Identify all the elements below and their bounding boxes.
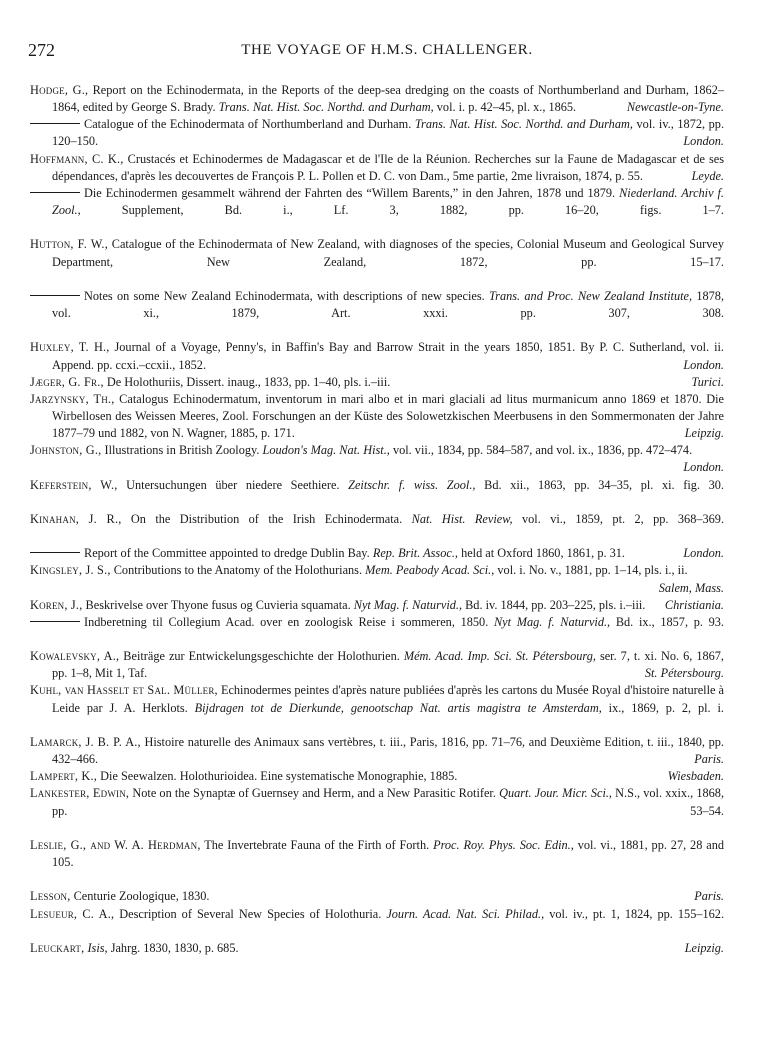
entry-journal: Mém. Acad. Imp. Sci. St. Pétersbourg, — [403, 649, 596, 664]
bibliography-entry — [30, 734, 724, 768]
bibliography-entry — [30, 477, 724, 511]
entry-details: ix., 1869, p. 2, pl. i. — [608, 700, 724, 715]
entry-text — [30, 391, 724, 442]
entry-author: Lesson, — [30, 889, 71, 904]
entry-details: Supplement, Bd. i., Lf. 3, 1882, pp. 16–20, figs. 1–7. — [121, 203, 725, 218]
entry-details: ser. 7, t. xi. No. 6, 1867, pp. 1–8, Mit 1, Taf. — [52, 649, 724, 681]
entry-title: Die Echinodermen gesammelt während der Fahrten des “Willem Barents,” in den Jahren, 1878 und 1879. — [84, 185, 616, 200]
entry-place: Leyde. — [691, 168, 724, 183]
entry-title: Report of the Committee appointed to dredge Dublin Bay. — [84, 546, 370, 561]
entry-place: Leipzig. — [684, 940, 724, 955]
entry-journal: Trans. Nat. Hist. Soc. Northd. and Durham, — [414, 117, 633, 132]
ditto-dash — [30, 552, 80, 553]
entry-title: Catalogue of the Echinodermata of Northumberland and Durham. — [84, 117, 412, 132]
entry-place: Leipzig. — [684, 426, 724, 441]
bibliography-entry — [30, 511, 724, 545]
bibliography-entry — [30, 614, 724, 648]
entry-author: Leuckart, — [30, 940, 85, 955]
entry-journal: Loudon's Mag. Nat. Hist., — [262, 443, 390, 458]
entry-place: Newcastle-on-Tyne. — [626, 100, 724, 115]
entry-text — [30, 545, 724, 562]
entry-title: Catalogus Echinodermatum, inventorum in mari albo et in mari glaciali ad litus murmanicum anno 1869 et 1870. Die Wirbellosen des Weissen Meeres, Zool. Forschungen an der Küste des Solowetzkischen Meerbusens in den Sommermonaten der Jahre 1877–79 und 1882, von N. Wagner, 1885, p. 171. — [52, 391, 724, 441]
entry-details: Bd. iv. 1844, pp. 203–225, pls. i.–iii. — [465, 597, 646, 612]
entry-details: vol. vi., 1859, pt. 2, pp. 368–369. — [522, 511, 725, 526]
entry-text — [30, 906, 724, 940]
bibliography-list — [30, 82, 724, 957]
entry-title: Contributions to the Anatomy of the Holothurians. — [113, 563, 363, 578]
page-number: 272 — [28, 40, 55, 60]
ditto-dash — [30, 192, 80, 193]
entry-title: Report on the Echinodermata, in the Reports of the deep-sea dredging on the coasts of Northumberland and Durham, 1862–1864, edited by George S. Brady. — [52, 83, 724, 115]
entry-journal: Niederland. Archiv f. Zool., — [52, 185, 724, 218]
entry-title: Crustacés et Echinodermes de Madagascar et de l'Ile de la Réunion. Recherches sur la Faune de Madagascar et de ses dépendances, d'après les decouvertes de François P. L. Pollen et D. C. von Dam., 5me partie, 2me livraison, 1874, p. 55. — [52, 151, 725, 183]
entry-title: Illustrations in British Zoology. — [104, 443, 260, 458]
bibliography-entry — [30, 442, 724, 476]
entry-text — [30, 648, 724, 682]
entry-author: Lankester, Edwin, — [30, 786, 130, 801]
entry-author: Kinahan, J. R., — [30, 511, 122, 526]
entry-title: De Holothuriis, Dissert. inaug., 1833, pp. 1–40, pls. i.–iii. — [106, 374, 391, 389]
entry-place: Christiania. — [664, 597, 724, 612]
ditto-dash — [30, 295, 80, 296]
ditto-dash — [30, 123, 80, 124]
entry-journal: Nyt Mag. f. Naturvid., — [353, 597, 463, 612]
bibliography-entry — [30, 545, 724, 562]
entry-text — [30, 236, 724, 287]
entry-text — [30, 614, 724, 648]
entry-details: vol. i. p. 42–45, pl. x., 1865. — [436, 100, 577, 115]
entry-text — [30, 185, 724, 236]
bibliography-entry — [30, 82, 724, 116]
page-header — [28, 40, 746, 62]
entry-title: Indberetning til Collegium Acad. over en zoologisk Reise i sommeren, 1850. — [84, 614, 489, 629]
entry-text — [30, 82, 724, 116]
entry-title: Beskrivelse over Thyone fusus og Cuvieria squamata. — [85, 597, 351, 612]
bibliography-entry — [30, 185, 724, 236]
ditto-dash — [30, 621, 80, 622]
entry-details: Bd. ix., 1857, p. 93. — [615, 614, 725, 629]
entry-author: Kuhl, van Hasselt et Sal. Müller, — [30, 683, 218, 698]
entry-author: Keferstein, W., — [30, 477, 118, 492]
entry-journal: Trans. Nat. Hist. Soc. Northd. and Durham, — [218, 100, 434, 115]
entry-text — [30, 682, 724, 733]
entry-place: London. — [683, 460, 724, 475]
entry-journal: Quart. Jour. Micr. Sci., — [499, 786, 613, 801]
entry-details: vol. iv., pt. 1, 1824, pp. 155–162. — [549, 906, 725, 921]
entry-journal: Mem. Peabody Acad. Sci., — [365, 563, 495, 578]
entry-title: Description of Several New Species of Holothuria. — [119, 906, 382, 921]
entry-text — [30, 768, 724, 785]
bibliography-entry — [30, 339, 724, 373]
entry-title: Notes on some New Zealand Echinodermata, with descriptions of new species. — [84, 288, 485, 303]
entry-place: Salem, Mass. — [658, 580, 724, 595]
bibliography-entry — [30, 888, 724, 905]
entry-text — [30, 116, 724, 150]
entry-title: Note on the Synaptæ of Guernsey and Herm, and a New Parasitic Rotifer. — [132, 786, 496, 801]
bibliography-entry — [30, 682, 724, 733]
entry-place: London. — [683, 134, 724, 149]
bibliography-entry — [30, 768, 724, 785]
entry-text — [30, 442, 724, 476]
entry-text — [30, 511, 724, 545]
bibliography-entry — [30, 597, 724, 614]
entry-author: Lampert, K., — [30, 769, 98, 784]
entry-place: London. — [683, 357, 724, 372]
entry-place: Paris. — [694, 889, 724, 904]
running-title: THE VOYAGE OF H.M.S. CHALLENGER. — [241, 42, 533, 58]
entry-author: Hutton, F. W., — [30, 237, 108, 252]
entry-title: Journal of a Voyage, Penny's, in Baffin's Bay and Barrow Strait in the years 1850, 1851. By P. C. Sutherland, vol. ii. Append. pp. ccxi.–ccxii., 1852. — [52, 340, 724, 372]
entry-details: vol. i. No. v., 1881, pp. 1–14, pls. i., ii. — [497, 563, 688, 578]
entry-author: Johnston, G., — [30, 443, 102, 458]
entry-text — [30, 837, 724, 888]
entry-author: Jæger, G. Fr., — [30, 374, 104, 389]
entry-title: Echinodermes peintes d'après nature publiées d'après les cartons du Musée Royal d'histoire naturelle à Leide par J. A. Herklots. — [52, 683, 724, 715]
entry-details: Bd. xii., 1863, pp. 34–35, pl. xi. fig. 30. — [484, 477, 724, 492]
entry-author: Kowalevsky, A., — [30, 649, 120, 664]
entry-title: On the Distribution of the Irish Echinodermata. — [130, 511, 403, 526]
entry-place: Turici. — [691, 374, 724, 389]
bibliography-entry — [30, 116, 724, 150]
entry-author: Hodge, G., — [30, 83, 89, 97]
bibliography-entry — [30, 785, 724, 836]
entry-text — [30, 477, 724, 511]
entry-author: Hoffmann, C. K., — [30, 151, 124, 166]
entry-journal: Proc. Roy. Phys. Soc. Edin., — [433, 837, 574, 852]
entry-details: held at Oxford 1860, 1861, p. 31. — [461, 546, 625, 561]
entry-details: vol. vii., 1834, pp. 584–587, and vol. ix., 1836, pp. 472–474. — [392, 443, 693, 458]
bibliography-entry — [30, 151, 724, 185]
entry-details: N.S., vol. xxix., 1868, pp. 53–54. — [52, 786, 725, 818]
bibliography-entry — [30, 391, 724, 442]
bibliography-entry — [30, 236, 724, 287]
entry-text — [30, 940, 724, 957]
entry-title: Centurie Zoologique, 1830. — [73, 889, 210, 904]
entry-details: 1878, vol. xi., 1879, Art. xxxi. pp. 307, 308. — [52, 288, 725, 321]
bibliography-entry — [30, 288, 724, 339]
entry-text — [30, 374, 724, 391]
entry-text — [30, 888, 724, 905]
bibliography-entry — [30, 940, 724, 957]
bibliography-entry — [30, 837, 724, 888]
entry-author: Koren, J., — [30, 597, 83, 612]
entry-author: Leslie, G., and W. A. Herdman, — [30, 837, 201, 852]
entry-text — [30, 339, 724, 373]
entry-journal: Bijdragen tot de Dierkunde, genootschap Nat. artis magistra te Amsterdam, — [194, 700, 602, 715]
entry-journal: Rep. Brit. Assoc., — [372, 546, 458, 561]
entry-place: London. — [683, 546, 724, 561]
entry-place: Wiesbaden. — [667, 769, 724, 784]
entry-details: vol. vi., 1881, pp. 27, 28 and 105. — [52, 837, 724, 870]
entry-title: Histoire naturelle des Animaux sans vertèbres, t. iii., Paris, 1816, pp. 71–76, and Deuxième Edition, t. iii., 1840, pp. 432–466. — [52, 734, 724, 767]
entry-text — [30, 151, 724, 185]
entry-journal: Zeitschr. f. wiss. Zool., — [348, 477, 476, 492]
entry-journal: Journ. Acad. Nat. Sci. Philad., — [386, 906, 545, 921]
entry-author: Kingsley, J. S., — [30, 563, 111, 578]
entry-title: Catalogue of the Echinodermata of New Zealand, with diagnoses of the species, Colonial Museum and Geological Survey Department, New Zealand, 1872, pp. 15–17. — [52, 237, 724, 269]
entry-author: Huxley, T. H., — [30, 340, 110, 355]
entry-text — [30, 597, 724, 614]
entry-journal: Nyt Mag. f. Naturvid., — [493, 614, 611, 629]
entry-journal: Trans. and Proc. New Zealand Institute, — [489, 288, 693, 303]
entry-title: Beiträge zur Entwickelungsgeschichte der Holothurien. — [123, 649, 400, 664]
entry-details: vol. iv., 1872, pp. 120–150. — [52, 117, 725, 149]
bibliography-entry — [30, 906, 724, 940]
entry-title: The Invertebrate Fauna of the Firth of Forth. — [204, 837, 430, 852]
entry-journal: Nat. Hist. Review, — [411, 511, 513, 526]
entry-author: Lesueur, C. A., — [30, 906, 115, 921]
entry-place: Paris. — [694, 752, 724, 767]
entry-text — [30, 734, 724, 768]
entry-details: Jahrg. 1830, 1830, p. 685. — [110, 940, 239, 955]
entry-place: St. Pétersbourg. — [644, 666, 724, 681]
entry-author: Lamarck, J. B. P. A., — [30, 734, 141, 749]
entry-text — [30, 288, 724, 339]
entry-author: Jarzynsky, Th., — [30, 391, 115, 406]
entry-journal: Isis, — [87, 940, 108, 955]
bibliography-entry — [30, 648, 724, 682]
entry-text — [30, 785, 724, 836]
bibliography-entry — [30, 374, 724, 391]
entry-text — [30, 562, 724, 596]
entry-title: Die Seewalzen. Holothurioidea. Eine systematische Monographie, 1885. — [100, 769, 458, 784]
entry-title: Untersuchungen über niedere Seethiere. — [126, 477, 340, 492]
bibliography-entry — [30, 562, 724, 596]
